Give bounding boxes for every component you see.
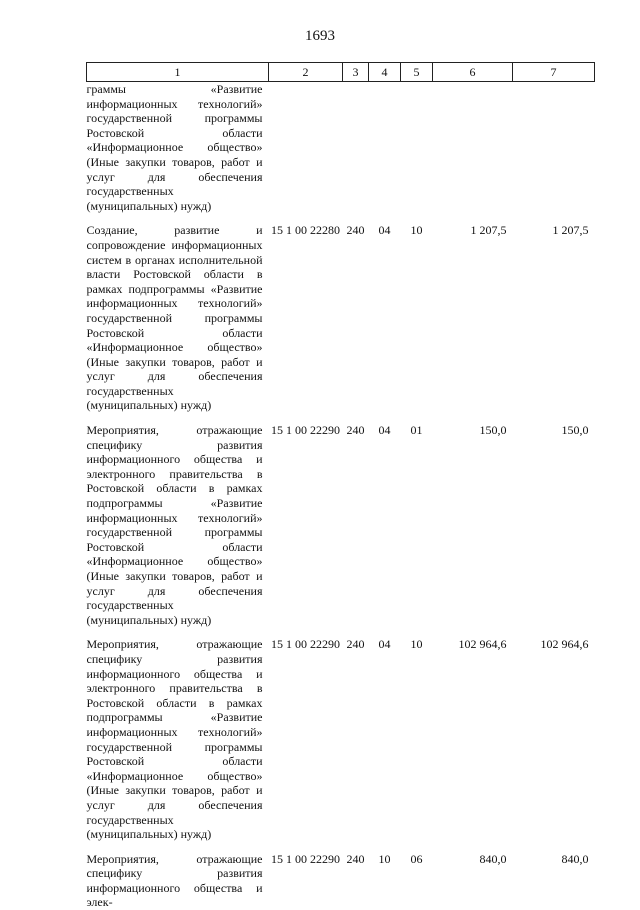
row-amount-2 [513,82,595,224]
row-section: 04 [378,423,391,438]
row-description: Мероприятия, отражающие специфику развития информационного общества и электронного правительства в Ростовской области в рамках подпрограммы «Развитие информационных технологий» государственной программы Ростовской области «Информационное общество» (Иные закупки товаров, работ и услуг для обеспечения государственных (муниципальных) нужд) [86,637,263,842]
row-amount-2: 102 964,6 [540,637,589,652]
column-header-7: 7 [513,63,595,82]
row-amount-1: 1 207,5 [470,223,507,238]
row-section: 10 [378,851,391,866]
column-header-2: 2 [269,63,343,82]
row-subsection: 10 [410,223,423,238]
row-description: Создание, развитие и сопровождение информационных систем в органах исполнительной власти Ростовской области в рамках подпрограммы «Развитие информационных технологий» государственной программы Ростовской области «Информационное общество» (Иные закупки товаров, работ и услуг для обеспечения государственных (муниципальных) нужд) [86,223,263,413]
row-expense-type [343,82,369,224]
table-row [87,423,595,637]
row-expense-type: 240 [346,223,365,238]
column-header-1: 1 [87,63,269,82]
row-amount-2: 1 207,5 [552,223,589,238]
row-subsection: 06 [410,851,423,866]
row-subsection [401,82,433,224]
row-target-code [269,82,343,224]
table-row [87,223,595,423]
row-amount-2: 150,0 [561,423,589,438]
row-expense-type: 240 [346,423,365,438]
row-expense-type: 240 [346,637,365,652]
table-header-row [87,63,595,82]
row-expense-type: 240 [346,851,365,866]
row-subsection: 01 [410,423,423,438]
table-row [87,637,595,851]
row-section: 04 [378,637,391,652]
column-header-6: 6 [433,63,513,82]
row-amount-2: 840,0 [561,851,589,866]
column-header-4: 4 [369,63,401,82]
row-target-code: 15 1 00 22280 [271,223,340,238]
row-description: Мероприятия, отражающие специфику развития информационного общества и элек- [86,851,263,910]
row-target-code: 15 1 00 22290 [271,637,340,652]
row-target-code: 15 1 00 22290 [271,423,340,438]
row-amount-1: 840,0 [479,851,507,866]
table-row [87,82,595,224]
row-amount-1 [433,82,513,224]
row-section [369,82,401,224]
table-row [87,852,595,910]
row-amount-1: 150,0 [479,423,507,438]
budget-table [86,62,595,910]
row-description: Мероприятия, отражающие специфику развития информационного общества и электронного правительства в Ростовской области в рамках подпрограммы «Развитие информационных технологий» государственной программы Ростовской области «Информационное общество» (Иные закупки товаров, работ и услуг для обеспечения государственных (муниципальных) нужд) [86,423,263,627]
row-amount-1: 102 964,6 [458,637,507,652]
column-header-5: 5 [401,63,433,82]
column-header-3: 3 [343,63,369,82]
row-description: граммы «Развитие информационных технологий» государственной программы Ростовской области «Информационное общество» (Иные закупки товаров, работ и услуг для обеспечения государственных (муниципальных) нужд) [86,82,263,213]
row-section: 04 [378,223,391,238]
row-target-code: 15 1 00 22290 [271,851,340,866]
page-number: 1693 [305,28,335,44]
row-subsection: 10 [410,637,423,652]
